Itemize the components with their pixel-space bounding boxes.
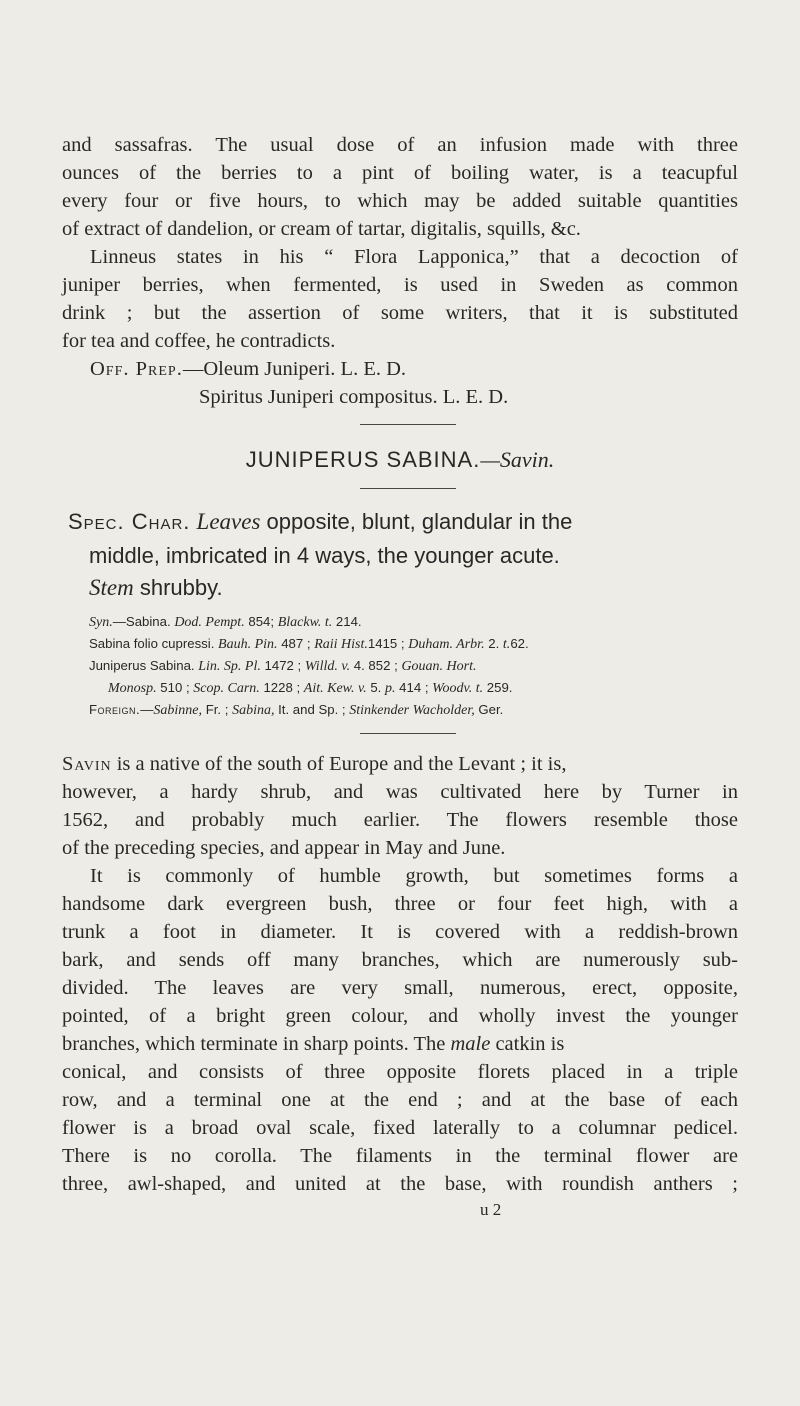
title-rule bbox=[360, 488, 456, 489]
syn-text: 1228 ; bbox=[259, 680, 304, 695]
para4-line-1: It is commonly of humble growth, but sometimes forms a bbox=[90, 865, 738, 887]
para4-line-6: pointed, of a bright green colour, and wholly invest the younger bbox=[62, 1005, 738, 1027]
spec-char-line-3 bbox=[89, 572, 765, 603]
para4-line-7-c: catkin is bbox=[490, 1033, 565, 1055]
spec-char-line-2: middle, imbricated in 4 ways, the younger acute. bbox=[89, 543, 560, 568]
syn-ref: Blackw. t. bbox=[277, 615, 333, 630]
foreign-text: Ger. bbox=[474, 702, 504, 717]
syn-text: 62. bbox=[510, 636, 529, 651]
para4-line-3: trunk a foot in diameter. It is covered with a reddish-brown bbox=[62, 921, 738, 943]
syn-text: 5. bbox=[366, 680, 385, 695]
para3-line-1 bbox=[62, 750, 738, 778]
syn-ref: Duham. Arbr. bbox=[408, 637, 485, 652]
foreign-name: Stinkender Wacholder, bbox=[349, 703, 475, 718]
para1-line-4: of extract of dandelion, or cream of tartar, digitalis, squills, &c. bbox=[62, 218, 581, 240]
syn-text: 214. bbox=[332, 614, 362, 629]
syn-ref: Scop. Carn. bbox=[193, 681, 260, 696]
syn-text: 510 ; bbox=[156, 680, 194, 695]
off-prep-line-1 bbox=[62, 355, 766, 383]
syn-text: 854; bbox=[244, 614, 278, 629]
off-prep-line-2: Spiritus Juniperi compositus. L. E. D. bbox=[199, 386, 509, 408]
para2-line-2: juniper berries, when fermented, is used in Sweden as common bbox=[62, 274, 738, 296]
syn-text: Sabina folio cupressi. bbox=[89, 636, 219, 651]
syn-ref: Dod. Pempt. bbox=[174, 615, 245, 630]
spec-stem-text: shrubby. bbox=[133, 575, 223, 600]
syn-ref: Willd. v. bbox=[304, 659, 351, 674]
spec-stem: Stem bbox=[89, 575, 134, 600]
species-title bbox=[0, 447, 800, 473]
spec-leaves: Leaves bbox=[196, 509, 261, 534]
syn-ref: t. bbox=[502, 637, 511, 652]
para4-line-12: three, awl-shaped, and united at the base, with roundish anthers ; bbox=[62, 1173, 738, 1195]
para2-line-1: Linneus states in his “ Flora Lapponica,” that a decoction of bbox=[90, 246, 738, 268]
foreign-label: Foreign. bbox=[89, 702, 141, 717]
page-signature: u 2 bbox=[480, 1200, 502, 1219]
foreign-name: Sabina, bbox=[232, 703, 275, 718]
para4-line-4: bark, and sends off many branches, which are numerously sub- bbox=[62, 949, 738, 971]
syn-ref: Raii Hist. bbox=[314, 637, 368, 652]
para3-line-2: however, a hardy shrub, and was cultivated here by Turner in bbox=[62, 781, 738, 803]
syn-text: 1415 ; bbox=[367, 636, 409, 651]
para4-male: male bbox=[450, 1033, 491, 1055]
syn-ref: Monosp. bbox=[108, 681, 157, 696]
syn-ref: Ait. Kew. v. bbox=[303, 681, 367, 696]
syn-label: Syn. bbox=[89, 615, 113, 630]
synonym-line-3 bbox=[89, 656, 765, 677]
foreign-name: Sabinne, bbox=[153, 703, 203, 718]
syn-ref: Woodv. t. bbox=[432, 681, 484, 696]
syn-text: —Sabina. bbox=[112, 614, 175, 629]
spec-char-line-1 bbox=[62, 506, 744, 537]
para3-line-3: 1562, and probably much earlier. The flowers resemble those bbox=[62, 809, 738, 831]
syn-ref: p. bbox=[384, 681, 396, 696]
syn-ref: Gouan. Hort. bbox=[401, 659, 477, 674]
spec-char-label: Spec. Char. bbox=[68, 509, 191, 534]
para4-line-11: There is no corolla. The filaments in the terminal flower are bbox=[62, 1145, 738, 1167]
syn-text: 2. bbox=[484, 636, 503, 651]
para2-line-4: for tea and coffee, he contradicts. bbox=[62, 330, 336, 352]
foreign-names-line bbox=[89, 700, 765, 721]
spec-leaves-text: opposite, blunt, glandular in the bbox=[260, 509, 573, 534]
syn-text: 1472 ; bbox=[260, 658, 305, 673]
para4-line-5: divided. The leaves are very small, numerous, erect, opposite, bbox=[62, 977, 738, 999]
para4-line-7 bbox=[62, 1030, 738, 1058]
foreign-text: It. and Sp. ; bbox=[274, 702, 350, 717]
species-name: JUNIPERUS SABINA. bbox=[245, 447, 481, 472]
para1-line-2: ounces of the berries to a pint of boiling water, is a teacupful bbox=[62, 162, 738, 184]
para1-line-3: every four or five hours, to which may be added suitable quantities bbox=[62, 190, 738, 212]
syn-ref: Lin. Sp. Pl. bbox=[198, 659, 261, 674]
syn-ref: Bauh. Pin. bbox=[218, 637, 278, 652]
synonym-rule bbox=[360, 733, 456, 734]
syn-text: 259. bbox=[483, 680, 513, 695]
synonym-line-4 bbox=[108, 678, 784, 699]
foreign-text: — bbox=[140, 702, 154, 717]
savin-label: Savin bbox=[62, 753, 112, 775]
synonym-line-1 bbox=[89, 612, 765, 633]
foreign-text: Fr. ; bbox=[202, 702, 233, 717]
para4-line-7-a: branches, which terminate in sharp points. The bbox=[62, 1033, 451, 1055]
syn-text: 487 ; bbox=[277, 636, 315, 651]
syn-text: Juniperus Sabina. bbox=[89, 658, 199, 673]
syn-text: 414 ; bbox=[395, 680, 433, 695]
common-name: —Savin. bbox=[480, 447, 555, 472]
para4-line-10: flower is a broad oval scale, fixed laterally to a columnar pedicel. bbox=[62, 1117, 738, 1139]
para4-line-9: row, and a terminal one at the end ; and at the base of each bbox=[62, 1089, 738, 1111]
para4-line-2: handsome dark evergreen bush, three or four feet high, with a bbox=[62, 893, 738, 915]
synonym-line-2 bbox=[89, 634, 765, 655]
syn-text: 4. 852 ; bbox=[350, 658, 402, 673]
para1-line-1: and sassafras. The usual dose of an infusion made with three bbox=[62, 134, 738, 156]
off-prep-item-1: —Oleum Juniperi. L. E. D. bbox=[182, 358, 407, 380]
para2-line-3: drink ; but the assertion of some writers, that it is substituted bbox=[62, 302, 738, 324]
para3-line-1-text: is a native of the south of Europe and the Levant ; it is, bbox=[111, 753, 567, 775]
para3-line-4: of the preceding species, and appear in May and June. bbox=[62, 837, 506, 859]
off-prep-label: Off. Prep. bbox=[90, 358, 183, 380]
section-rule bbox=[360, 424, 456, 425]
para4-line-8: conical, and consists of three opposite florets placed in a triple bbox=[62, 1061, 738, 1083]
